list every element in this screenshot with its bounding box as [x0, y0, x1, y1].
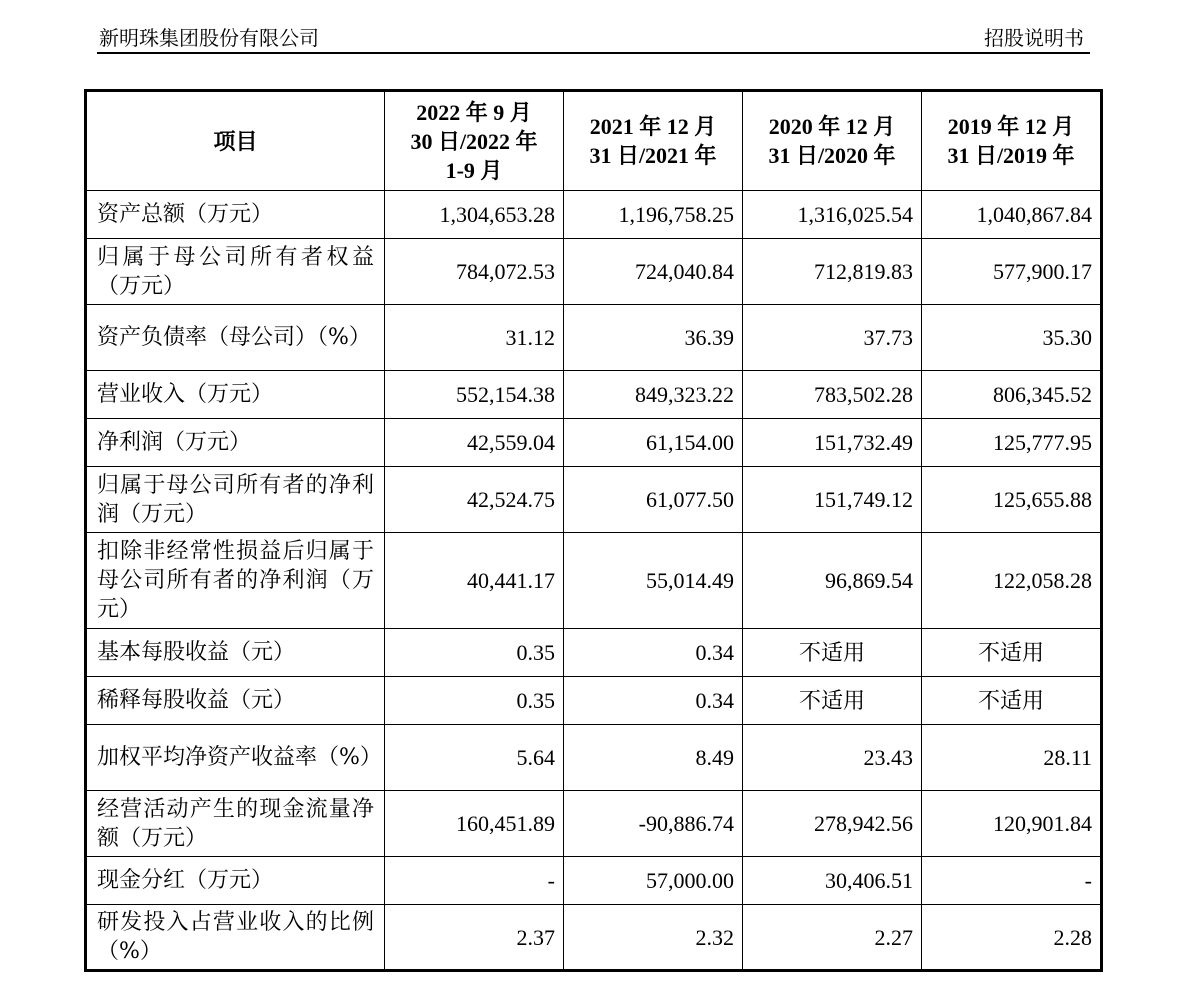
cell-value: 36.39 — [564, 305, 743, 371]
cell-value: 1,316,025.54 — [743, 191, 922, 239]
cell-value: 2.27 — [743, 905, 922, 971]
cell-value: 2.37 — [385, 905, 564, 971]
cell-value: 23.43 — [743, 725, 922, 791]
cell-value: 1,040,867.84 — [922, 191, 1102, 239]
row-label: 稀释每股收益（元） — [86, 677, 385, 725]
document-type: 招股说明书 — [984, 26, 1084, 50]
column-header: 2019 年 12 月 31 日/2019 年 — [922, 91, 1102, 191]
row-label: 研发投入占营业收入的比例（%） — [86, 905, 385, 971]
cell-value: 35.30 — [922, 305, 1102, 371]
cell-value: 0.35 — [385, 629, 564, 677]
cell-value: 61,077.50 — [564, 467, 743, 533]
cell-value: 849,323.22 — [564, 371, 743, 419]
cell-value: 不适用 — [922, 677, 1102, 725]
cell-value: 8.49 — [564, 725, 743, 791]
row-label: 归属于母公司所有者权益（万元） — [86, 239, 385, 305]
cell-value: 724,040.84 — [564, 239, 743, 305]
financial-summary-table — [84, 89, 1103, 972]
cell-value: 151,732.49 — [743, 419, 922, 467]
cell-value: 784,072.53 — [385, 239, 564, 305]
table-row — [86, 629, 1102, 677]
cell-value: 31.12 — [385, 305, 564, 371]
cell-value: 37.73 — [743, 305, 922, 371]
page-header — [97, 18, 1090, 54]
table-row — [86, 905, 1102, 971]
cell-value: - — [922, 857, 1102, 905]
cell-value: 0.34 — [564, 629, 743, 677]
cell-value: 2.32 — [564, 905, 743, 971]
cell-value: 151,749.12 — [743, 467, 922, 533]
row-label: 基本每股收益（元） — [86, 629, 385, 677]
cell-value: 0.34 — [564, 677, 743, 725]
row-label: 营业收入（万元） — [86, 371, 385, 419]
row-label: 资产负债率（母公司）（%） — [86, 305, 385, 371]
cell-value: 125,655.88 — [922, 467, 1102, 533]
table-row — [86, 725, 1102, 791]
cell-value: 278,942.56 — [743, 791, 922, 857]
row-label: 经营活动产生的现金流量净额（万元） — [86, 791, 385, 857]
table-row — [86, 191, 1102, 239]
cell-value: 30,406.51 — [743, 857, 922, 905]
table-row — [86, 305, 1102, 371]
cell-value: 160,451.89 — [385, 791, 564, 857]
table-row — [86, 419, 1102, 467]
table-body — [86, 191, 1102, 971]
column-header: 2022 年 9 月 30 日/2022 年 1-9 月 — [385, 91, 564, 191]
cell-value: 1,196,758.25 — [564, 191, 743, 239]
cell-value: 712,819.83 — [743, 239, 922, 305]
cell-value: 783,502.28 — [743, 371, 922, 419]
cell-value: 806,345.52 — [922, 371, 1102, 419]
cell-value: 42,559.04 — [385, 419, 564, 467]
table-row — [86, 677, 1102, 725]
cell-value: 577,900.17 — [922, 239, 1102, 305]
cell-value: 120,901.84 — [922, 791, 1102, 857]
cell-value: 96,869.54 — [743, 533, 922, 629]
table-row — [86, 239, 1102, 305]
table-header-row — [86, 91, 1102, 191]
cell-value: 40,441.17 — [385, 533, 564, 629]
cell-value: 不适用 — [922, 629, 1102, 677]
table-row — [86, 371, 1102, 419]
cell-value: 28.11 — [922, 725, 1102, 791]
table-row — [86, 857, 1102, 905]
cell-value: 552,154.38 — [385, 371, 564, 419]
column-header: 项目 — [86, 91, 385, 191]
row-label: 资产总额（万元） — [86, 191, 385, 239]
cell-value: 55,014.49 — [564, 533, 743, 629]
row-label: 扣除非经常性损益后归属于母公司所有者的净利润（万元） — [86, 533, 385, 629]
cell-value: -90,886.74 — [564, 791, 743, 857]
cell-value: 42,524.75 — [385, 467, 564, 533]
table-row — [86, 533, 1102, 629]
row-label: 归属于母公司所有者的净利润（万元） — [86, 467, 385, 533]
company-name: 新明珠集团股份有限公司 — [99, 26, 319, 50]
cell-value: 122,058.28 — [922, 533, 1102, 629]
cell-value: 不适用 — [743, 677, 922, 725]
row-label: 加权平均净资产收益率（%） — [86, 725, 385, 791]
cell-value: 0.35 — [385, 677, 564, 725]
cell-value: 125,777.95 — [922, 419, 1102, 467]
cell-value: 1,304,653.28 — [385, 191, 564, 239]
cell-value: 2.28 — [922, 905, 1102, 971]
table-row — [86, 467, 1102, 533]
row-label: 现金分红（万元） — [86, 857, 385, 905]
cell-value: - — [385, 857, 564, 905]
column-header: 2021 年 12 月 31 日/2021 年 — [564, 91, 743, 191]
row-label: 净利润（万元） — [86, 419, 385, 467]
cell-value: 61,154.00 — [564, 419, 743, 467]
table-row — [86, 791, 1102, 857]
column-header: 2020 年 12 月 31 日/2020 年 — [743, 91, 922, 191]
cell-value: 57,000.00 — [564, 857, 743, 905]
cell-value: 不适用 — [743, 629, 922, 677]
cell-value: 5.64 — [385, 725, 564, 791]
